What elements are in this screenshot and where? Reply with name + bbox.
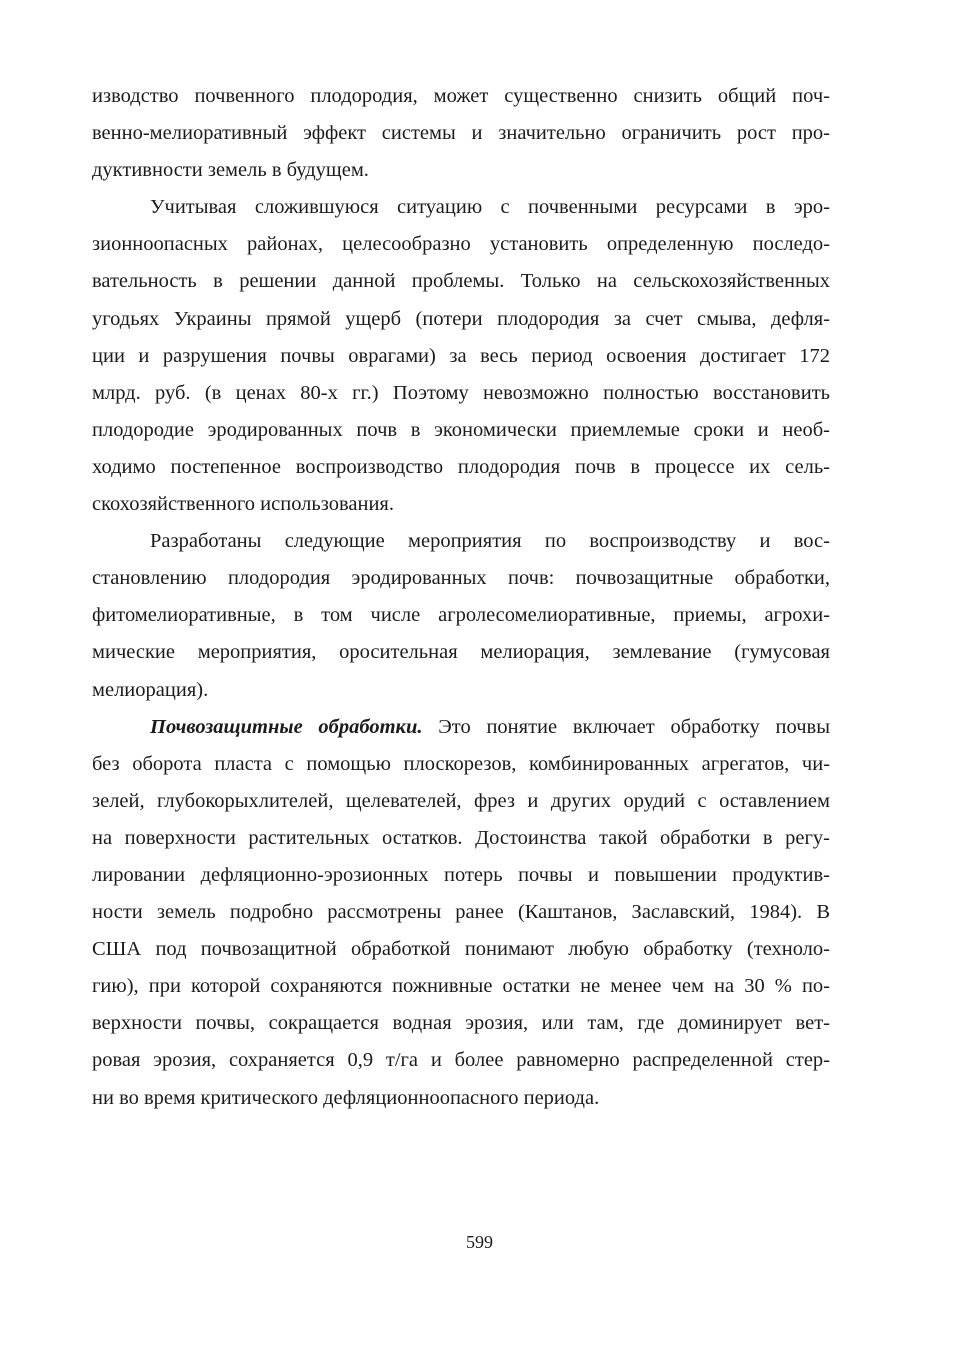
text-line: на поверхности растительных остатков. Достоинства такой обработки в регу- xyxy=(92,826,830,849)
text-line: без оборота пласта с помощью плоскорезов, комбинированных агрегатов, чи- xyxy=(92,752,830,775)
paragraph-1 xyxy=(92,78,830,189)
paragraph-4 xyxy=(92,709,830,1117)
text-line: лировании дефляционно-эрозионных потерь почвы и повышении продуктив- xyxy=(92,863,830,886)
text-line: мические мероприятия, оросительная мелиорация, землевание (гумусовая xyxy=(92,641,830,664)
text-line: ности земель подробно рассмотрены ранее (Каштанов, Заславский, 1984). В xyxy=(92,901,830,924)
text-line: венно-мелиоративный эффект системы и значительно ограничить рост про- xyxy=(92,122,830,145)
text-line: становлению плодородия эродированных почв: почвозащитные обработки, xyxy=(92,567,830,590)
text-line: млрд. руб. (в ценах 80-х гг.) Поэтому невозможно полностью восстановить xyxy=(92,381,830,404)
text-line: фитомелиоративные, в том числе агролесомелиоративные, приемы, агрохи- xyxy=(92,604,830,627)
text-line: плодородие эродированных почв в экономически приемлемые сроки и необ- xyxy=(92,418,830,441)
text-line: Учитывая сложившуюся ситуацию с почвенными ресурсами в эро- xyxy=(150,196,830,219)
body-text xyxy=(92,78,830,1117)
text-fragment: Это понятие включает обработку почвы xyxy=(422,715,830,738)
paragraph-2 xyxy=(92,189,830,523)
text-line: ции и разрушения почвы оврагами) за весь период освоения достигает 172 xyxy=(92,344,830,367)
text-line: гию), при которой сохраняются пожнивные остатки не менее чем на 30 % по- xyxy=(92,975,830,998)
paragraph-3 xyxy=(92,523,830,708)
text-line: зелей, глубокорыхлителей, щелевателей, фрез и других орудий с оставлением xyxy=(92,789,830,812)
text-line: угодьях Украины прямой ущерб (потери плодородия за счет смыва, дефля- xyxy=(92,307,830,330)
text-line: изводство почвенного плодородия, может существенно снизить общий поч- xyxy=(92,85,830,107)
page-number: 599 xyxy=(466,1232,493,1252)
text-line: вательность в решении данной проблемы. Только на сельскохозяйственных xyxy=(92,270,830,293)
text-line: скохозяйственного использования. xyxy=(92,493,394,516)
text-line: верхности почвы, сокращается водная эрозия, или там, где доминирует вет- xyxy=(92,1012,830,1035)
text-line: Разработаны следующие мероприятия по воспроизводству и вос- xyxy=(150,530,830,553)
text-line: мелиорация). xyxy=(92,678,209,701)
text-line: ходимо постепенное воспроизводство плодородия почв в процессе их сель- xyxy=(92,455,830,478)
text-line: дуктивности земель в будущем. xyxy=(92,159,369,182)
text-line-with-term xyxy=(92,709,830,746)
section-term: Почвозащитные обработки. xyxy=(150,715,423,738)
text-line: зионноопасных районах, целесообразно установить определенную последо- xyxy=(92,233,830,256)
text-line: ровая эрозия, сохраняется 0,9 т/га и более равномерно распределенной стер- xyxy=(92,1049,830,1072)
text-line: ни во время критического дефляционноопасного периода. xyxy=(92,1086,600,1109)
text-line: США под почвозащитной обработкой понимают любую обработку (техноло- xyxy=(92,938,830,961)
